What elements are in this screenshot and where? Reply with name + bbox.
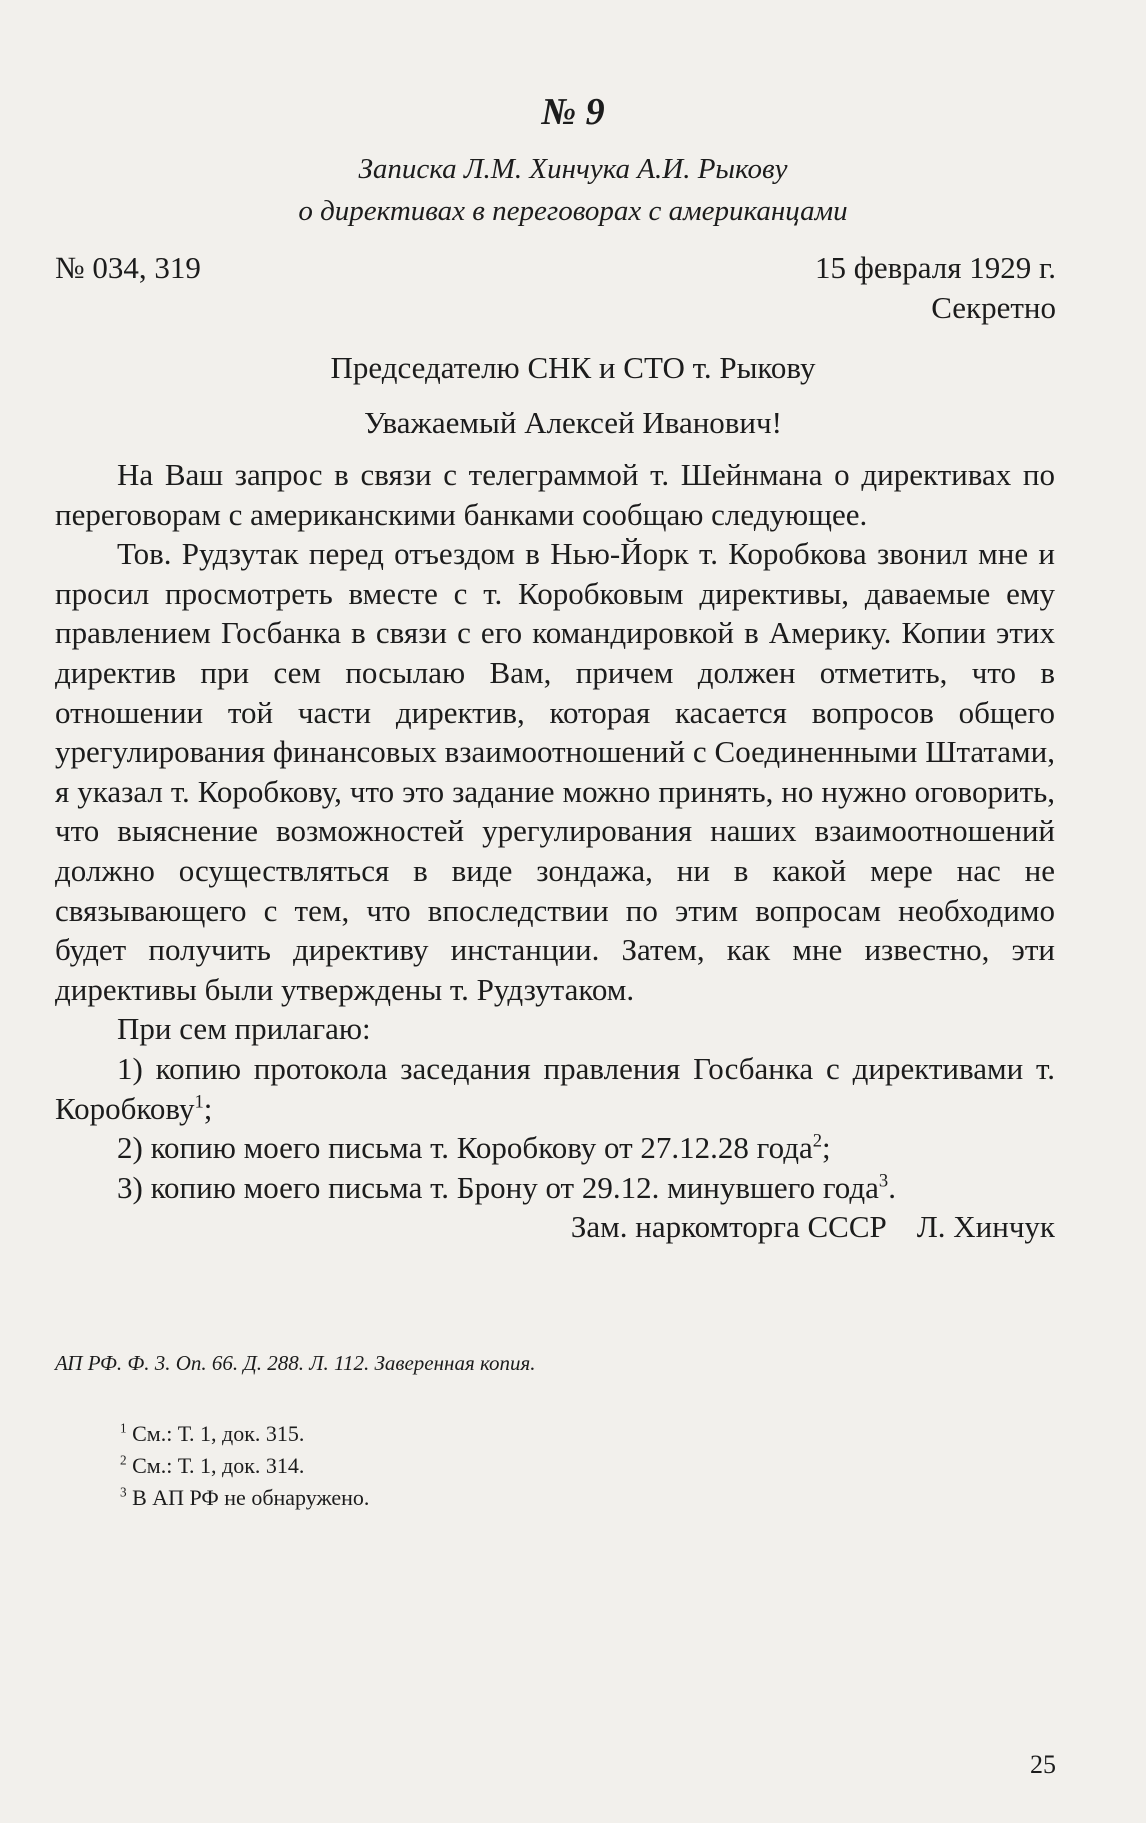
letter-body [55,455,1055,1247]
document-number: № 9 [541,91,605,133]
footnote-number: 2 [120,1452,127,1468]
footnotes [120,1418,369,1514]
attachment-punct: . [888,1169,896,1205]
attachment-punct: ; [822,1130,831,1166]
attachment-item-1 [55,1049,1055,1128]
footnote-number: 1 [120,1420,127,1436]
classification-mark: Секретно [931,290,1056,325]
footnote-text: В АП РФ не обнаружено. [132,1485,370,1510]
attachment-item-3 [55,1168,1055,1208]
footnote-3 [120,1482,369,1514]
footnote-text: См.: Т. 1, док. 315. [132,1421,305,1446]
signatory-name: Л. Хинчук [916,1209,1055,1245]
attachment-text: 1) копию протокола заседания правления Госбанка с директивами т. Коробкову [55,1050,1055,1126]
attachment-text: 2) копию моего письма т. Коробкову от 27.12.28 года [117,1130,813,1166]
signatory-position: Зам. наркомторга СССР [570,1209,887,1245]
paragraph-2: Тов. Рудзутак перед отъездом в Нью-Йорк т. Коробкова звонил мне и просил просмотреть вместе с т. Коробковым директивы, даваемые ему правлением Госбанка в связи с его командировкой в Америку. Копии этих директив при сем посылаю Вам, причем должен отметить, что в отношении той части директив, которая касается вопросов общего урегулирования финансовых взаимоотношений с Соединенными Штатами, я указал т. Коробкову, что это задание можно принять, но нужно оговорить, что выяснение возможностей урегулирования наших взаимоотношений должно осуществляться в виде зондажа, ни в какой мере нас не связывающего с тем, что впоследствии по этим вопросам необходимо будет получить директиву инстанции. Затем, как мне известно, эти директивы были утверждены т. Рудзутаком. [55,536,1055,1007]
footnote-ref: 3 [878,1170,889,1192]
archival-source: АП РФ. Ф. 3. Оп. 66. Д. 288. Л. 112. Заверенная копия. [55,1351,536,1375]
paragraph-3: При сем прилагаю: [117,1011,371,1047]
footnote-1 [120,1418,369,1450]
document-title [0,148,1146,232]
footnote-ref: 1 [194,1091,204,1113]
attachment-punct: ; [203,1090,213,1126]
footnote-2 [120,1450,369,1482]
footnote-text: См.: Т. 1, док. 314. [132,1453,305,1478]
page-number: 25 [1030,1750,1056,1779]
document-date: 15 февраля 1929 г. [815,250,1056,285]
title-line-1: Записка Л.М. Хинчука А.И. Рыкову [358,153,788,185]
salutation: Уважаемый Алексей Иванович! [364,405,782,440]
addressee: Председателю СНК и СТО т. Рыкову [330,350,816,385]
attachment-item-2 [55,1128,1055,1168]
title-line-2: о директивах в переговорах с американцами [298,195,848,227]
attachment-text: 3) копию моего письма т. Брону от 29.12. минувшего года [117,1169,879,1205]
footnote-number: 3 [120,1484,127,1500]
reference-number: № 034, 319 [55,250,201,285]
paragraph-1: На Ваш запрос в связи с телеграммой т. Шейнмана о директивах по переговорам с американскими банками сообщаю следующее. [55,457,1055,532]
signature-line [55,1207,1055,1247]
footnote-ref: 2 [812,1130,823,1152]
